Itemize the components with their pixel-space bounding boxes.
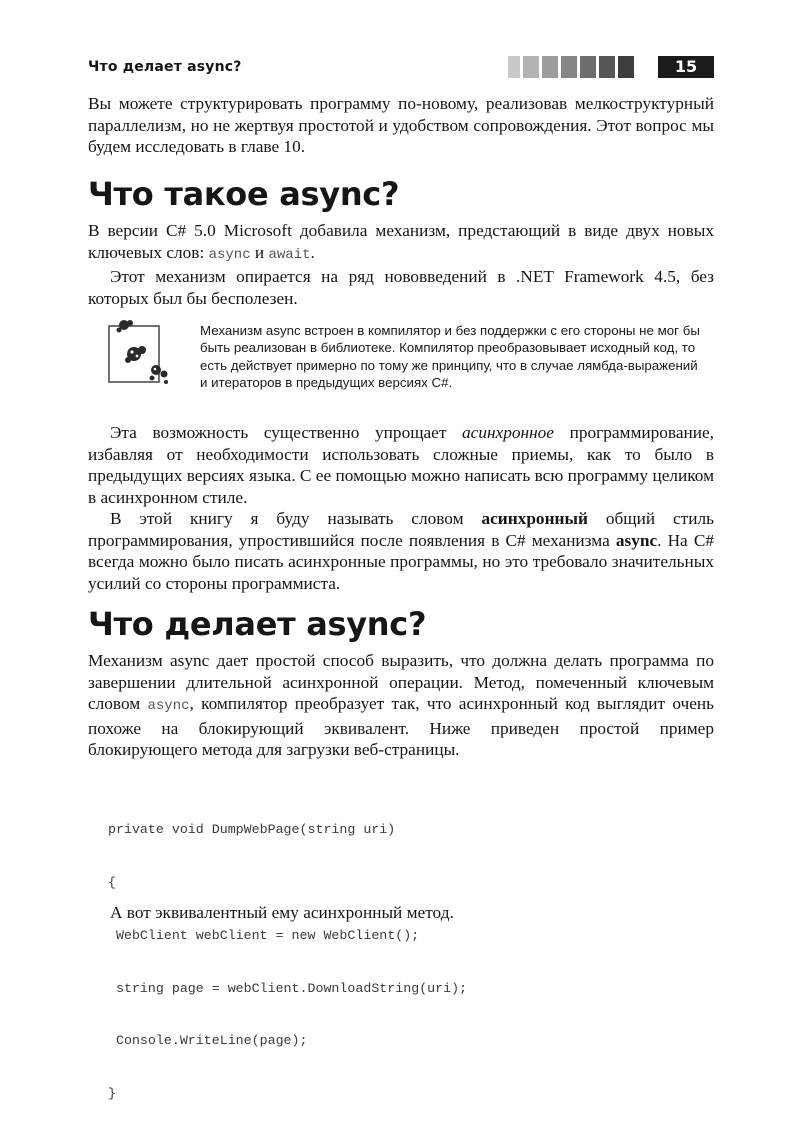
- intro-paragraph: [88, 93, 714, 158]
- keyword-async: async: [208, 246, 251, 263]
- code-line: WebClient webClient = new WebClient();: [108, 927, 420, 943]
- section1-paragraph-2: Этот механизм опирается на ряд нововведений в .NET Framework 4.5, без которых был бы бесполезен.: [88, 267, 714, 308]
- header-bar: [599, 56, 615, 78]
- section2-paragraph-1: Механизм async дает простой способ выразить, что должна делать программа по завершении длительной асинхронной операции. Метод, помеченный ключевым словом async, компилятор преобразует так, что асинхронный код выглядит очень похоже на блокирующий эквивалент. Ниже приведен простой пример блокирующего метода для загрузки веб-страницы.: [88, 651, 714, 759]
- header-bar: [580, 56, 596, 78]
- note-text: Механизм async встроен в компилятор и без поддержки с его стороны не мог бы быть реализован в библиотеке. Компилятор преобразовывает исходный код, то есть действует примерно по тому же принципу, что в случае лямбда-выражений и итераторов в предыдущих версиях C#.: [200, 323, 700, 390]
- term-async: async: [615, 530, 658, 550]
- term-asynchronous: асинхронный: [481, 509, 588, 528]
- keyword-async-2: async: [147, 698, 190, 714]
- header-bar: [508, 56, 520, 78]
- code-line: {: [108, 874, 116, 890]
- keyword-await: await: [268, 246, 311, 263]
- note-icon: [108, 320, 178, 390]
- emphasis-asynchronous: асинхронное: [462, 423, 554, 442]
- page-number: 15: [658, 56, 714, 78]
- header-bar: [523, 56, 539, 78]
- header-decorative-bars: [508, 56, 637, 78]
- section2-paragraphs: [88, 650, 714, 761]
- section1-more-paragraphs: [88, 422, 714, 594]
- section-heading-what-does-async-do: Что делает async?: [88, 605, 427, 643]
- header-bar: [542, 56, 558, 78]
- intro-text: Вы можете структурировать программу по-новому, реализовав мелкоструктурный параллелизм, но не жертвуя простотой и удобством сопровождения. Этот вопрос мы будем исследовать в главе 10.: [88, 94, 714, 156]
- closing-paragraph: [88, 902, 714, 924]
- running-header-title: Что делает async?: [88, 59, 242, 75]
- code-line: Console.WriteLine(page);: [108, 1033, 308, 1049]
- header-bar: [618, 56, 634, 78]
- section1-paragraph-4: В этой книгу я буду называть словом асинхронный общий стиль программирования, упростившийся после появления в C# механизма async. На C# всегда можно было писать асинхронные программы, но это требовало значительных усилий со стороны программиста.: [88, 509, 714, 593]
- code-listing: [108, 786, 467, 1138]
- code-line: }: [108, 1086, 116, 1102]
- section1-paragraphs: [88, 220, 714, 309]
- code-line: string page = webClient.DownloadString(uri);: [108, 980, 468, 996]
- section1-paragraph-3: Эта возможность существенно упрощает асинхронное программирование, избавляя от необходимости использовать сложные приемы, как то было в предыдущих версиях языка. С ее помощью можно написать всю программу целиком в асинхронном стиле.: [88, 423, 715, 507]
- section-heading-what-is-async: Что такое async?: [88, 175, 400, 213]
- header-bar: [561, 56, 577, 78]
- code-line: private void DumpWebPage(string uri): [108, 822, 396, 838]
- section1-paragraph-1: В версии C# 5.0 Microsoft добавила механизм, предстающий в виде двух новых ключевых слов: async и await.: [88, 221, 714, 263]
- closing-text: А вот эквивалентный ему асинхронный метод.: [110, 903, 454, 922]
